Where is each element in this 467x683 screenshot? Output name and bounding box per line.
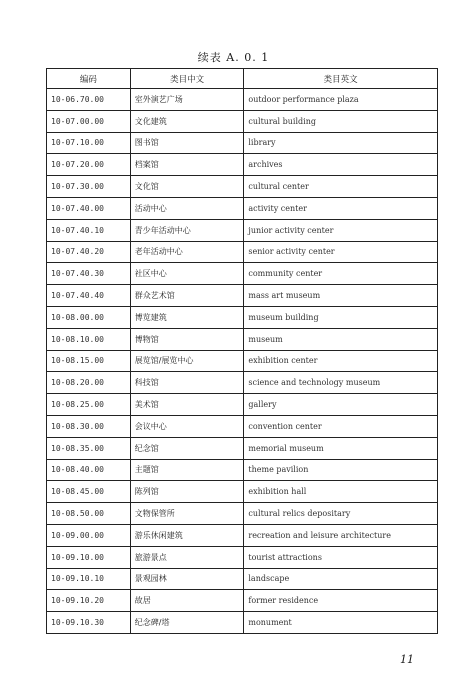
cell-code: 10-08.50.00 — [47, 503, 131, 525]
table-row — [47, 132, 438, 154]
cell-english: museum — [244, 328, 438, 350]
cell-chinese: 社区中心 — [130, 263, 244, 285]
cell-chinese: 博物馆 — [130, 328, 244, 350]
cell-chinese: 纪念碑/塔 — [130, 612, 244, 634]
cell-chinese: 景观园林 — [130, 568, 244, 590]
cell-english: museum building — [244, 306, 438, 328]
cell-code: 10-08.15.00 — [47, 350, 131, 372]
header-english: 类目英文 — [244, 69, 438, 89]
cell-english: junior activity center — [244, 219, 438, 241]
cell-english: monument — [244, 612, 438, 634]
cell-english: theme pavilion — [244, 459, 438, 481]
cell-english: cultural building — [244, 110, 438, 132]
cell-code: 10-08.25.00 — [47, 394, 131, 416]
cell-code: 10-08.00.00 — [47, 306, 131, 328]
cell-code: 10-06.70.00 — [47, 89, 131, 111]
cell-code: 10-07.40.00 — [47, 197, 131, 219]
table-row — [47, 568, 438, 590]
header-chinese: 类目中文 — [130, 69, 244, 89]
table-row — [47, 481, 438, 503]
cell-english: mass art museum — [244, 285, 438, 307]
cell-english: library — [244, 132, 438, 154]
table-row — [47, 524, 438, 546]
cell-chinese: 展览馆/展览中心 — [130, 350, 244, 372]
cell-code: 10-07.30.00 — [47, 176, 131, 198]
cell-code: 10-09.10.00 — [47, 546, 131, 568]
table-row — [47, 328, 438, 350]
table-row — [47, 176, 438, 198]
cell-english: memorial museum — [244, 437, 438, 459]
cell-english: gallery — [244, 394, 438, 416]
cell-code: 10-07.40.10 — [47, 219, 131, 241]
table-row — [47, 459, 438, 481]
table-row — [47, 263, 438, 285]
cell-code: 10-08.40.00 — [47, 459, 131, 481]
table-row — [47, 197, 438, 219]
cell-english: recreation and leisure architecture — [244, 524, 438, 546]
table-row — [47, 546, 438, 568]
table-title: 续表 A. 0. 1 — [197, 51, 270, 64]
cell-chinese: 群众艺术馆 — [130, 285, 244, 307]
cell-chinese: 室外演艺广场 — [130, 89, 244, 111]
cell-code: 10-07.40.30 — [47, 263, 131, 285]
table-row — [47, 219, 438, 241]
cell-english: landscape — [244, 568, 438, 590]
cell-chinese: 陈列馆 — [130, 481, 244, 503]
cell-chinese: 老年活动中心 — [130, 241, 244, 263]
cell-chinese: 青少年活动中心 — [130, 219, 244, 241]
cell-chinese: 纪念馆 — [130, 437, 244, 459]
cell-chinese: 文化馆 — [130, 176, 244, 198]
cell-code: 10-08.30.00 — [47, 415, 131, 437]
cell-english: tourist attractions — [244, 546, 438, 568]
cell-chinese: 科技馆 — [130, 372, 244, 394]
cell-chinese: 博览建筑 — [130, 306, 244, 328]
table-row — [47, 306, 438, 328]
cell-english: cultural center — [244, 176, 438, 198]
cell-chinese: 会议中心 — [130, 415, 244, 437]
table-row — [47, 503, 438, 525]
cell-english: cultural relics depositary — [244, 503, 438, 525]
cell-code: 10-08.45.00 — [47, 481, 131, 503]
cell-code: 10-08.20.00 — [47, 372, 131, 394]
table-row — [47, 350, 438, 372]
cell-chinese: 图书馆 — [130, 132, 244, 154]
table-row — [47, 415, 438, 437]
cell-english: exhibition hall — [244, 481, 438, 503]
table-row — [47, 372, 438, 394]
cell-english: community center — [244, 263, 438, 285]
cell-english: outdoor performance plaza — [244, 89, 438, 111]
header-code: 编码 — [47, 69, 131, 89]
cell-code: 10-08.35.00 — [47, 437, 131, 459]
table-row — [47, 89, 438, 111]
cell-chinese: 旅游景点 — [130, 546, 244, 568]
cell-english: senior activity center — [244, 241, 438, 263]
cell-code: 10-07.10.00 — [47, 132, 131, 154]
cell-english: former residence — [244, 590, 438, 612]
cell-chinese: 档案馆 — [130, 154, 244, 176]
cell-chinese: 美术馆 — [130, 394, 244, 416]
cell-code: 10-09.10.30 — [47, 612, 131, 634]
cell-chinese: 主题馆 — [130, 459, 244, 481]
cell-english: convention center — [244, 415, 438, 437]
cell-chinese: 游乐休闲建筑 — [130, 524, 244, 546]
cell-english: science and technology museum — [244, 372, 438, 394]
cell-code: 10-09.10.10 — [47, 568, 131, 590]
cell-english: exhibition center — [244, 350, 438, 372]
table-row — [47, 394, 438, 416]
table-row — [47, 285, 438, 307]
table-header-row — [47, 69, 438, 89]
cell-code: 10-07.20.00 — [47, 154, 131, 176]
cell-chinese: 文物保管所 — [130, 503, 244, 525]
cell-code: 10-07.40.20 — [47, 241, 131, 263]
classification-table — [46, 68, 438, 634]
cell-code: 10-08.10.00 — [47, 328, 131, 350]
table-row — [47, 612, 438, 634]
cell-code: 10-07.40.40 — [47, 285, 131, 307]
cell-code: 10-07.00.00 — [47, 110, 131, 132]
page-number: 11 — [400, 653, 414, 666]
table-row — [47, 437, 438, 459]
cell-chinese: 文化建筑 — [130, 110, 244, 132]
cell-english: activity center — [244, 197, 438, 219]
cell-english: archives — [244, 154, 438, 176]
cell-chinese: 故居 — [130, 590, 244, 612]
cell-code: 10-09.00.00 — [47, 524, 131, 546]
table-row — [47, 241, 438, 263]
table-row — [47, 154, 438, 176]
cell-chinese: 活动中心 — [130, 197, 244, 219]
cell-code: 10-09.10.20 — [47, 590, 131, 612]
table-row — [47, 590, 438, 612]
table-row — [47, 110, 438, 132]
